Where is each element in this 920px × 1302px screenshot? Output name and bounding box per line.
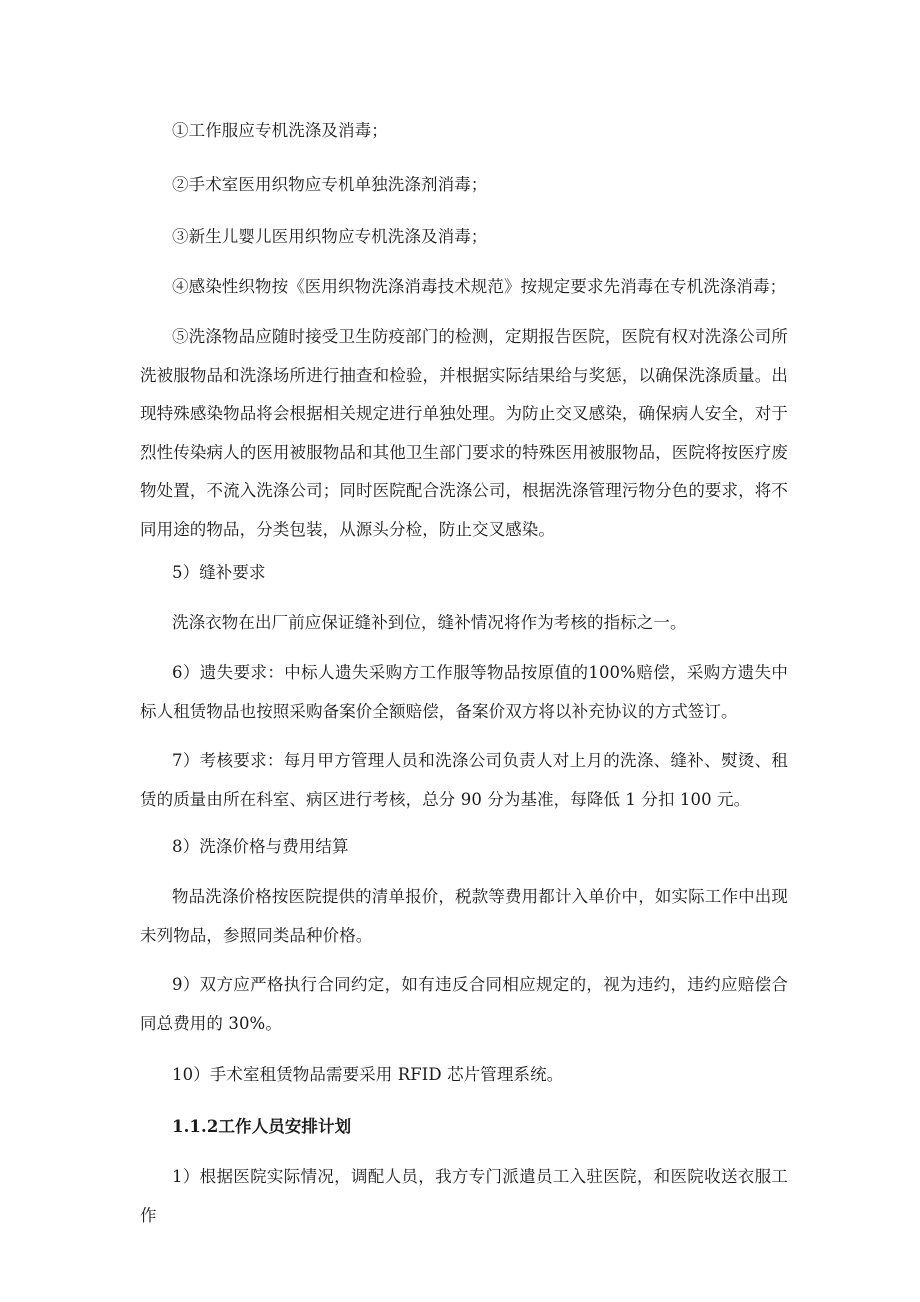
section-8-heading: 8）洗涤价格与费用结算: [172, 837, 349, 856]
section-6-text: 6）遗失要求：中标人遗失采购方工作服等物品按原值的100%赔偿，采购方遗失中标人租赁物品也按照采购备案价全额赔偿，备案价双方将以补充协议的方式签订。: [140, 663, 788, 721]
section-5-text: 洗涤衣物在出厂前应保证缝补到位，缝补情况将作为考核的指标之一。: [172, 613, 687, 632]
paragraph-item-4: ④感染性织物按《医用织物洗涤消毒技术规范》按规定要求先消毒在专机洗涤消毒；: [172, 277, 787, 296]
section-9-text: 9）双方应严格执行合同约定，如有违反合同相应规定的，视为违约，违约应赔偿合同总费用的 30%。: [140, 975, 788, 1033]
section-10-text: 10）手术室租赁物品需要采用 RFID 芯片管理系统。: [172, 1065, 564, 1084]
staffing-text: 1）根据医院实际情况，调配人员，我方专门派遣员工入驻医院，和医院收送衣服工作: [140, 1167, 788, 1225]
subsection-heading: 1.1.2工作人员安排计划: [172, 1117, 352, 1136]
paragraph-item-3: ③新生儿婴儿医用织物应专机洗涤及消毒；: [172, 227, 488, 246]
section-7-text: 7）考核要求：每月甲方管理人员和洗涤公司负责人对上月的洗涤、缝补、熨烫、租赁的质量由所在科室、病区进行考核，总分 90 分为基准，每降低 1 分扣 100 元。: [140, 751, 788, 809]
section-5-heading: 5）缝补要求: [172, 563, 266, 582]
paragraph-item-5: ⑤洗涤物品应随时接受卫生防疫部门的检测，定期报告医院，医院有权对洗涤公司所洗被服物品和洗涤场所进行抽查和检验，并根据实际结果给与奖惩，以确保洗涤质量。出现特殊感染物品将会根据相关规定进行单独处理。为防止交叉感染，确保病人安全，对于烈性传染病人的医用被服物品和其他卫生部门要求的特殊医用被服物品，医院将按医疗废物处置，不流入洗涤公司；同时医院配合洗涤公司，根据洗涤管理污物分色的要求，将不同用途的物品，分类包装，从源头分检，防止交叉感染。: [140, 327, 788, 539]
paragraph-item-2: ②手术室医用织物应专机单独洗涤剂消毒；: [172, 175, 488, 194]
paragraph-item-1: ①工作服应专机洗涤及消毒；: [172, 121, 388, 140]
section-8-text: 物品洗涤价格按医院提供的清单报价，税款等费用都计入单价中，如实际工作中出现未列物品，参照同类品种价格。: [140, 887, 788, 945]
